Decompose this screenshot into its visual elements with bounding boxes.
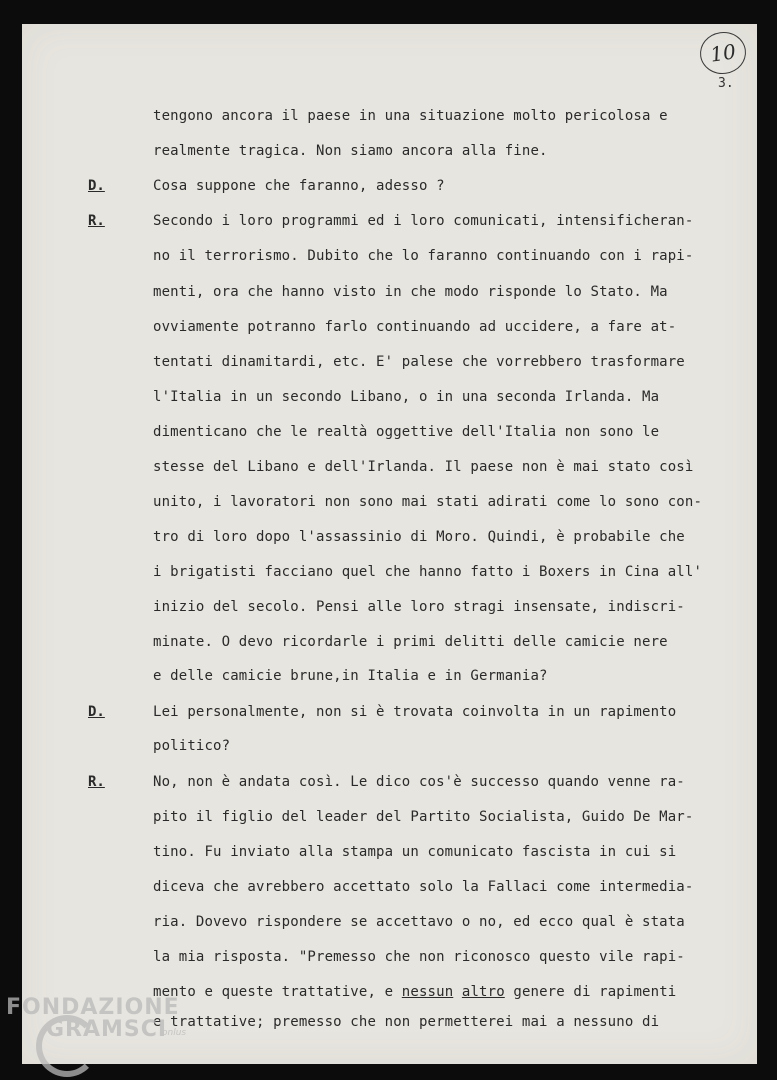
- text-line-with-underline: [153, 984, 676, 1000]
- text-line: tro di loro dopo l'assassinio di Moro. Quindi, è probabile che: [153, 529, 685, 545]
- text-line: tengono ancora il paese in una situazione molto pericolosa e: [153, 108, 668, 124]
- text-line: stesse del Libano e dell'Irlanda. Il paese non è mai stato così: [153, 459, 694, 475]
- text-line: l'Italia in un secondo Libano, o in una seconda Irlanda. Ma: [153, 389, 660, 405]
- text-line: unito, i lavoratori non sono mai stati adirati come lo sono con-: [153, 494, 703, 510]
- text-line: politico?: [153, 738, 231, 754]
- watermark-line1: FONDAZIONE: [6, 995, 180, 1020]
- text-line: realmente tragica. Non siamo ancora alla fine.: [153, 143, 548, 159]
- text-line: inizio del secolo. Pensi alle loro stragi insensate, indiscri-: [153, 599, 685, 615]
- text-line: pito il figlio del leader del Partito Socialista, Guido De Mar-: [153, 809, 694, 825]
- speaker-label-r: R.: [88, 213, 105, 229]
- text-line: tentati dinamitardi, etc. E' palese che vorrebbero trasformare: [153, 354, 685, 370]
- text-line: e delle camicie brune,in Italia e in Germania?: [153, 668, 548, 684]
- underlined-word: nessun: [401, 984, 454, 1000]
- text-line: Secondo i loro programmi ed i loro comunicati, intensificheran-: [153, 213, 694, 229]
- text-line: No, non è andata così. Le dico cos'è successo quando venne ra-: [153, 774, 685, 790]
- speaker-label-r: R.: [88, 774, 105, 790]
- watermark-line2: GRAMSCI: [46, 1017, 168, 1042]
- text-line: Cosa suppone che faranno, adesso ?: [153, 178, 445, 194]
- text-line: ovviamente potranno farlo continuando ad uccidere, a fare at-: [153, 319, 677, 335]
- text-line: i brigatisti facciano quel che hanno fatto i Boxers in Cina all': [153, 564, 703, 580]
- text-segment: [453, 984, 462, 1000]
- speaker-label-d: D.: [88, 704, 105, 720]
- text-line: minate. O devo ricordarle i primi delitti delle camicie nere: [153, 634, 668, 650]
- fondazione-gramsci-watermark: [6, 995, 226, 1075]
- text-line: ria. Dovevo rispondere se accettavo o no, ed ecco qual è stata: [153, 914, 685, 930]
- handwritten-page-mark: 10: [697, 29, 748, 77]
- text-segment: mento e queste trattative, e: [153, 984, 402, 1000]
- page-number: 3.: [718, 76, 734, 91]
- text-line: no il terrorismo. Dubito che lo faranno continuando con i rapi-: [153, 248, 694, 264]
- text-line: dimenticano che le realtà oggettive dell'Italia non sono le: [153, 424, 660, 440]
- underlined-word: altro: [461, 984, 505, 1000]
- text-line: diceva che avrebbero accettato solo la Fallaci come intermedia-: [153, 879, 694, 895]
- speaker-label-d: D.: [88, 178, 105, 194]
- text-line: menti, ora che hanno visto in che modo risponde lo Stato. Ma: [153, 284, 668, 300]
- text-line: e trattative; premesso che non permetterei mai a nessuno di: [153, 1014, 660, 1030]
- text-line: tino. Fu inviato alla stampa un comunicato fascista in cui si: [153, 844, 677, 860]
- text-line: la mia risposta. "Premesso che non riconosco questo vile rapi-: [153, 949, 685, 965]
- watermark-sub: onlus: [162, 1028, 187, 1038]
- text-segment: genere di rapimenti: [504, 984, 677, 1000]
- text-line: Lei personalmente, non si è trovata coinvolta in un rapimento: [153, 704, 677, 720]
